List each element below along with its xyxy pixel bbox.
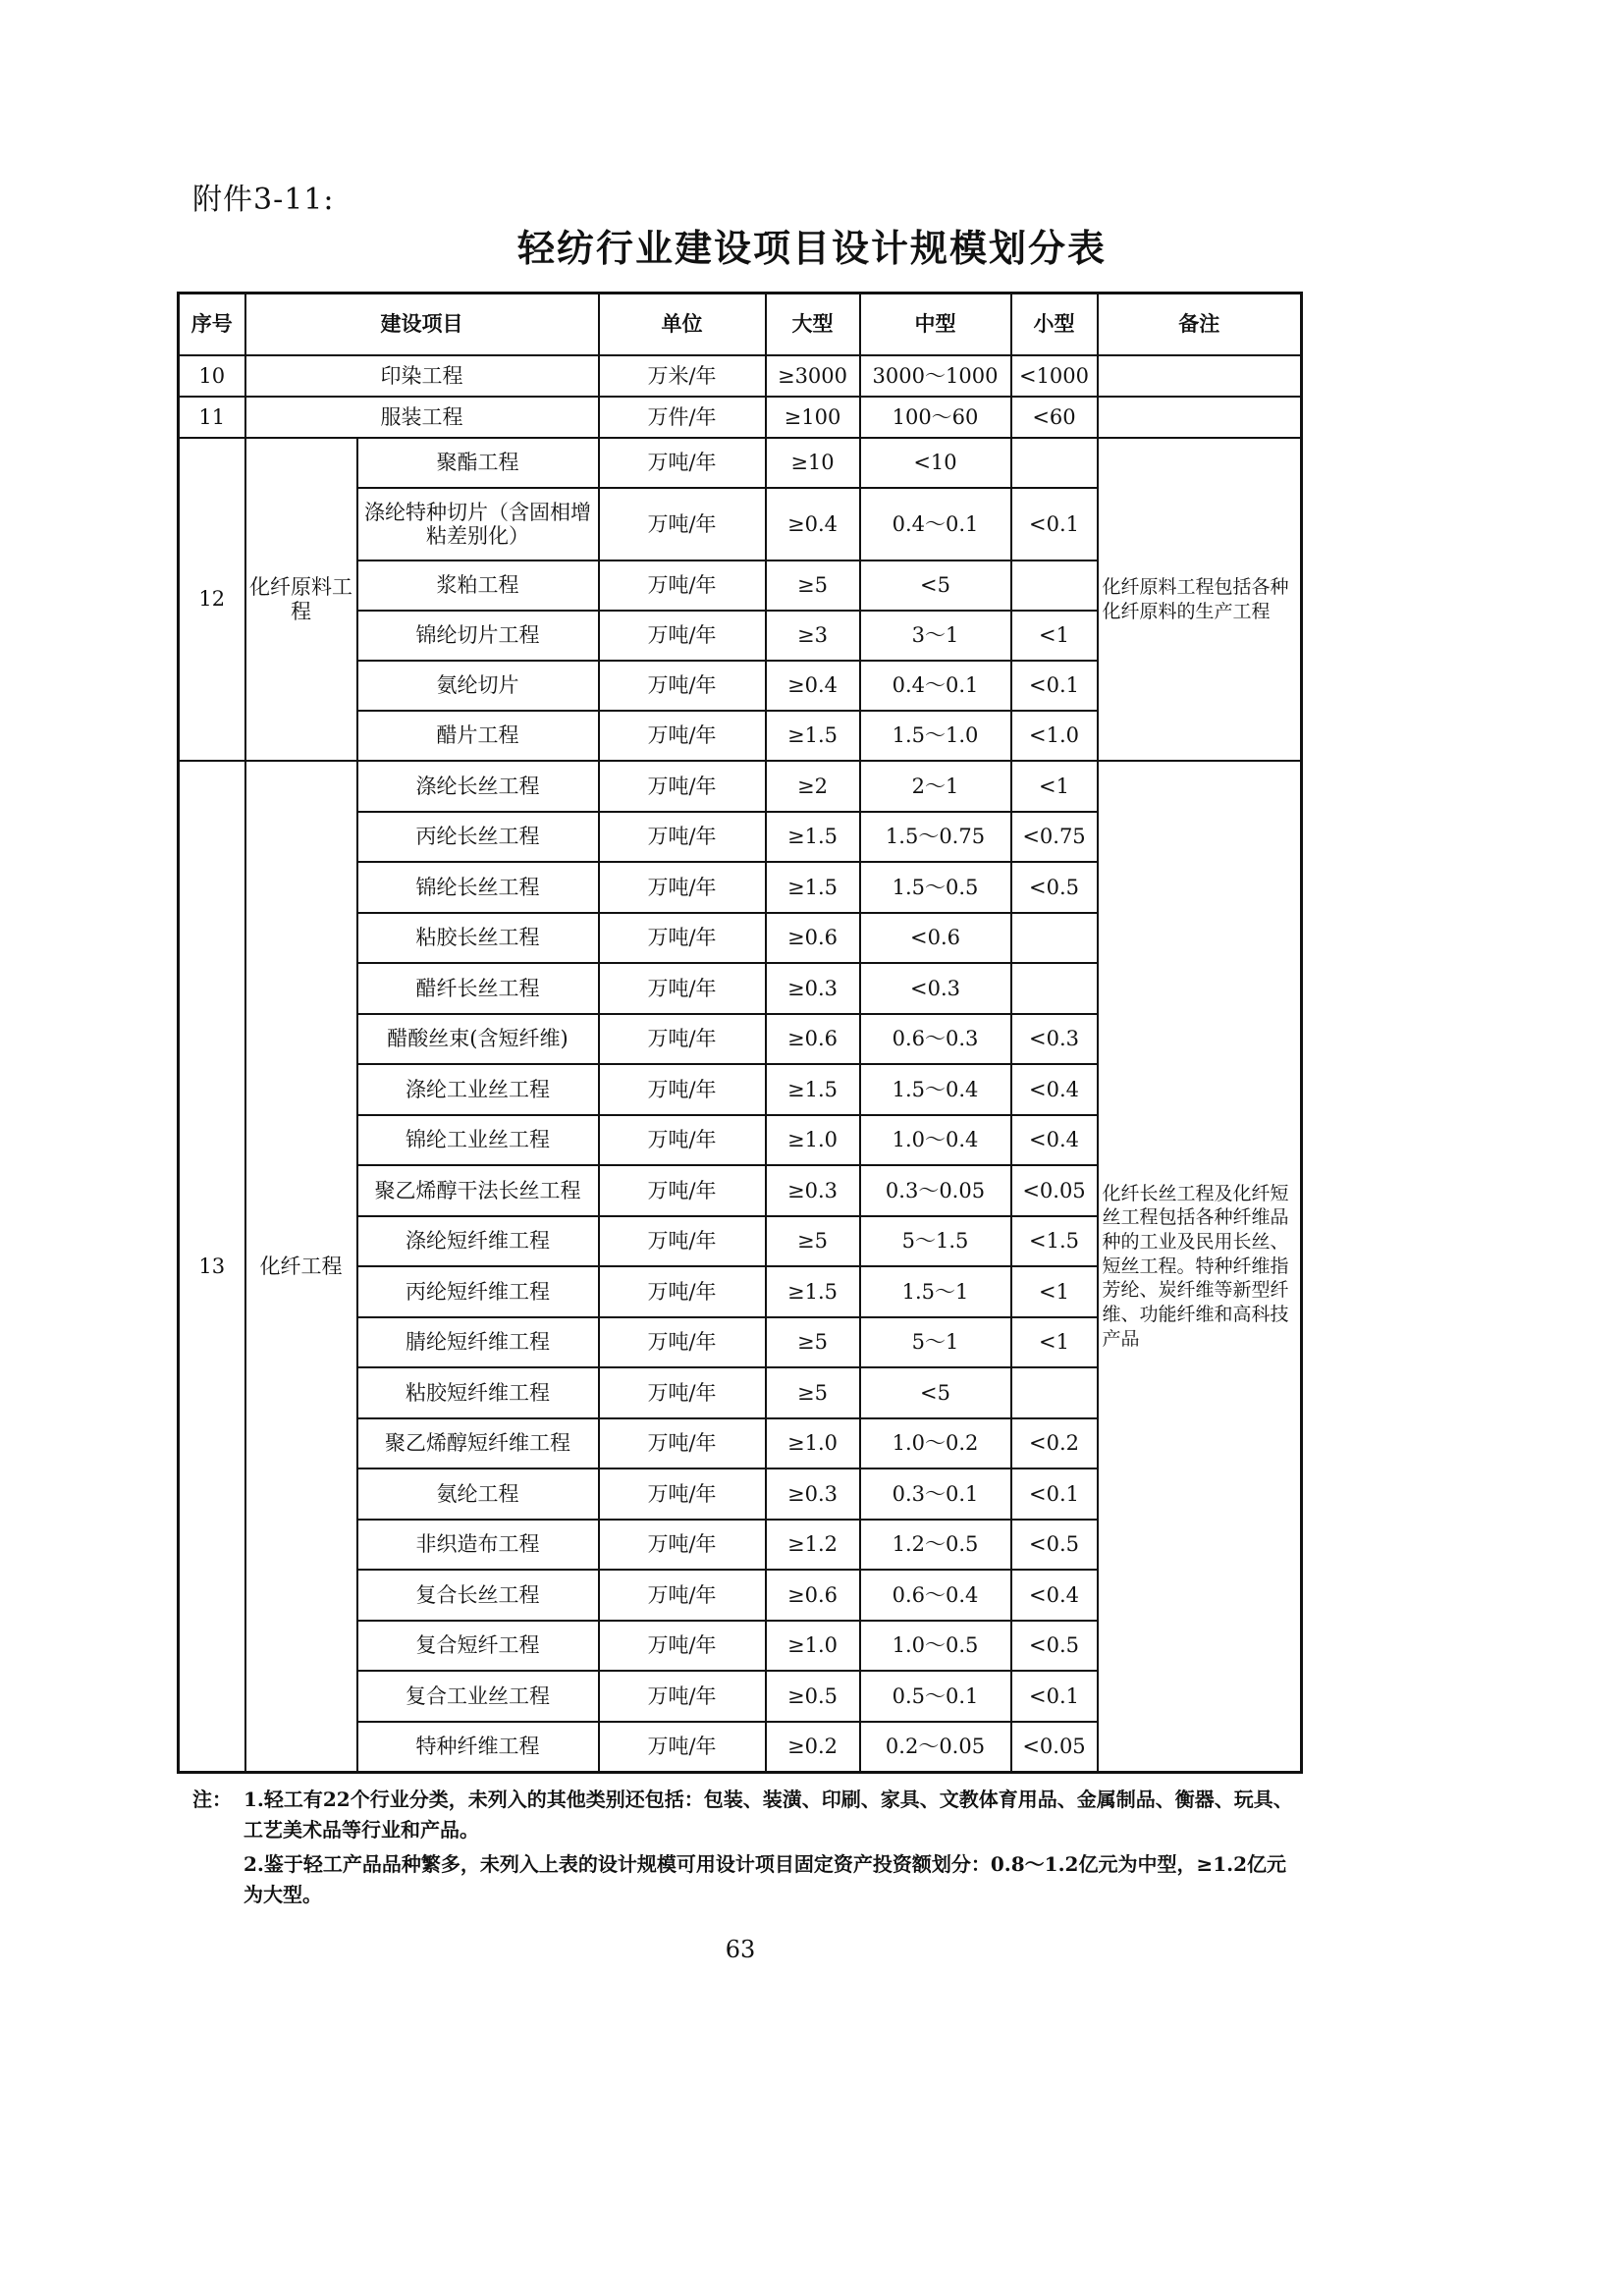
large-scale-cell: ≥0.4	[766, 488, 860, 561]
large-scale-cell: ≥0.3	[766, 963, 860, 1014]
small-scale-cell: <0.1	[1011, 661, 1098, 711]
medium-scale-cell: 3～1	[860, 611, 1011, 661]
small-scale-cell: <0.5	[1011, 862, 1098, 913]
large-scale-cell: ≥1.0	[766, 1418, 860, 1469]
table-row	[179, 761, 1302, 812]
project-name: 锦纶工业丝工程	[357, 1115, 599, 1166]
small-scale-cell: <0.5	[1011, 1520, 1098, 1571]
medium-scale-cell: 0.4～0.1	[860, 488, 1011, 561]
large-scale-cell: ≥1.5	[766, 812, 860, 863]
large-scale-cell: ≥0.6	[766, 1570, 860, 1621]
attachment-label: 附件3-11:	[192, 183, 335, 217]
row-index: 11	[179, 397, 245, 438]
row-index: 10	[179, 355, 245, 397]
unit-cell: 万吨/年	[599, 561, 766, 611]
medium-scale-cell: 2～1	[860, 761, 1011, 812]
large-scale-cell: ≥0.4	[766, 661, 860, 711]
small-scale-cell: <1.5	[1011, 1216, 1098, 1267]
unit-cell: 万吨/年	[599, 913, 766, 964]
medium-scale-cell: <0.3	[860, 963, 1011, 1014]
project-name: 氨纶工程	[357, 1468, 599, 1520]
small-scale-cell: <1000	[1011, 355, 1098, 397]
large-scale-cell: ≥5	[766, 1216, 860, 1267]
small-scale-cell: <1	[1011, 1266, 1098, 1317]
header-remark: 备注	[1098, 294, 1302, 356]
unit-cell: 万吨/年	[599, 1671, 766, 1722]
header-small: 小型	[1011, 294, 1098, 356]
project-name: 涤纶特种切片（含固相增粘差别化）	[357, 488, 599, 561]
project-name: 特种纤维工程	[357, 1722, 599, 1773]
category-name: 化纤原料工程	[245, 438, 357, 761]
medium-scale-cell: <5	[860, 1367, 1011, 1418]
project-name: 服装工程	[245, 397, 599, 438]
project-name: 粘胶长丝工程	[357, 913, 599, 964]
project-name: 锦纶长丝工程	[357, 862, 599, 913]
large-scale-cell: ≥2	[766, 761, 860, 812]
unit-cell: 万吨/年	[599, 611, 766, 661]
project-name: 涤纶短纤维工程	[357, 1216, 599, 1267]
medium-scale-cell: 1.5～0.5	[860, 862, 1011, 913]
unit-cell: 万吨/年	[599, 1216, 766, 1267]
large-scale-cell: ≥1.0	[766, 1621, 860, 1672]
small-scale-cell: <0.4	[1011, 1064, 1098, 1115]
large-scale-cell: ≥0.3	[766, 1165, 860, 1216]
medium-scale-cell: 1.5～0.75	[860, 812, 1011, 863]
large-scale-cell: ≥1.5	[766, 1266, 860, 1317]
medium-scale-cell: 1.0～0.4	[860, 1115, 1011, 1166]
unit-cell: 万吨/年	[599, 1570, 766, 1621]
medium-scale-cell: 100～60	[860, 397, 1011, 438]
table-row	[179, 355, 1302, 397]
medium-scale-cell: 0.3～0.1	[860, 1468, 1011, 1520]
remark-cell: 化纤原料工程包括各种化纤原料的生产工程	[1098, 438, 1302, 761]
project-name: 复合长丝工程	[357, 1570, 599, 1621]
unit-cell: 万吨/年	[599, 1520, 766, 1571]
small-scale-cell	[1011, 438, 1098, 488]
row-index: 13	[179, 761, 245, 1773]
unit-cell: 万吨/年	[599, 1317, 766, 1368]
group-13-body	[179, 761, 1302, 1773]
group-12-body	[179, 438, 1302, 761]
small-scale-cell: <0.2	[1011, 1418, 1098, 1469]
header-unit: 单位	[599, 294, 766, 356]
large-scale-cell: ≥100	[766, 397, 860, 438]
table-header-row	[179, 294, 1302, 356]
note-item	[192, 1785, 1302, 1845]
small-scale-cell: <0.1	[1011, 488, 1098, 561]
project-name: 涤纶长丝工程	[357, 761, 599, 812]
large-scale-cell: ≥10	[766, 438, 860, 488]
small-scale-cell: <0.5	[1011, 1621, 1098, 1672]
small-scale-cell	[1011, 913, 1098, 964]
large-scale-cell: ≥0.5	[766, 1671, 860, 1722]
medium-scale-cell: 1.5～0.4	[860, 1064, 1011, 1115]
large-scale-cell: ≥1.5	[766, 862, 860, 913]
small-scale-cell: <1	[1011, 1317, 1098, 1368]
medium-scale-cell: <5	[860, 561, 1011, 611]
unit-cell: 万件/年	[599, 397, 766, 438]
small-scale-cell	[1011, 561, 1098, 611]
large-scale-cell: ≥1.5	[766, 1064, 860, 1115]
large-scale-cell: ≥5	[766, 1367, 860, 1418]
medium-scale-cell: 1.5～1.0	[860, 711, 1011, 761]
medium-scale-cell: 3000～1000	[860, 355, 1011, 397]
project-name: 聚酯工程	[357, 438, 599, 488]
project-name: 印染工程	[245, 355, 599, 397]
unit-cell: 万吨/年	[599, 488, 766, 561]
unit-cell: 万吨/年	[599, 1367, 766, 1418]
small-scale-cell: <0.05	[1011, 1722, 1098, 1773]
project-name: 复合短纤工程	[357, 1621, 599, 1672]
large-scale-cell: ≥0.2	[766, 1722, 860, 1773]
medium-scale-cell: 0.6～0.4	[860, 1570, 1011, 1621]
large-scale-cell: ≥3	[766, 611, 860, 661]
note-item	[192, 1849, 1302, 1910]
remark-cell	[1098, 355, 1302, 397]
row-index: 12	[179, 438, 245, 761]
project-name: 醋酸丝束(含短纤维)	[357, 1014, 599, 1065]
project-name: 粘胶短纤维工程	[357, 1367, 599, 1418]
small-scale-cell: <0.05	[1011, 1165, 1098, 1216]
project-name: 聚乙烯醇干法长丝工程	[357, 1165, 599, 1216]
unit-cell: 万吨/年	[599, 1722, 766, 1773]
unit-cell: 万吨/年	[599, 438, 766, 488]
unit-cell: 万吨/年	[599, 1165, 766, 1216]
medium-scale-cell: 0.5～0.1	[860, 1671, 1011, 1722]
project-name: 丙纶长丝工程	[357, 812, 599, 863]
project-name: 非织造布工程	[357, 1520, 599, 1571]
large-scale-cell: ≥5	[766, 561, 860, 611]
unit-cell: 万吨/年	[599, 812, 766, 863]
unit-cell: 万吨/年	[599, 1621, 766, 1672]
small-scale-cell: <0.1	[1011, 1671, 1098, 1722]
medium-scale-cell: 1.2～0.5	[860, 1520, 1011, 1571]
medium-scale-cell: 0.3～0.05	[860, 1165, 1011, 1216]
medium-scale-cell: <10	[860, 438, 1011, 488]
unit-cell: 万吨/年	[599, 661, 766, 711]
small-scale-cell: <60	[1011, 397, 1098, 438]
small-scale-cell: <0.4	[1011, 1570, 1098, 1621]
project-name: 丙纶短纤维工程	[357, 1266, 599, 1317]
notes-section	[192, 1785, 1302, 1914]
project-name: 腈纶短纤维工程	[357, 1317, 599, 1368]
scale-table	[177, 292, 1303, 1774]
large-scale-cell: ≥3000	[766, 355, 860, 397]
remark-cell: 化纤长丝工程及化纤短丝工程包括各种纤维品种的工业及民用长丝、短丝工程。特种纤维指芳纶、炭纤维等新型纤维、功能纤维和高科技产品	[1098, 761, 1302, 1773]
note-text: 2.鉴于轻工产品品种繁多，未列入上表的设计规模可用设计项目固定资产投资额划分：0.8～1.2亿元为中型，≥1.2亿元为大型。	[244, 1852, 1287, 1906]
small-scale-cell: <0.3	[1011, 1014, 1098, 1065]
project-name: 锦纶切片工程	[357, 611, 599, 661]
project-name: 醋纤长丝工程	[357, 963, 599, 1014]
large-scale-cell: ≥0.6	[766, 1014, 860, 1065]
unit-cell: 万吨/年	[599, 1266, 766, 1317]
unit-cell: 万吨/年	[599, 1115, 766, 1166]
medium-scale-cell: 5～1.5	[860, 1216, 1011, 1267]
table-row	[179, 397, 1302, 438]
small-scale-cell	[1011, 963, 1098, 1014]
unit-cell: 万吨/年	[599, 1064, 766, 1115]
note-text: 1.轻工有22个行业分类，未列入的其他类别还包括：包装、装潢、印刷、家具、文教体育用品、金属制品、衡器、玩具、工艺美术品等行业和产品。	[244, 1788, 1293, 1842]
header-project: 建设项目	[245, 294, 599, 356]
table-row	[179, 438, 1302, 488]
unit-cell: 万吨/年	[599, 963, 766, 1014]
small-scale-cell: <1	[1011, 761, 1098, 812]
large-scale-cell: ≥1.0	[766, 1115, 860, 1166]
small-scale-cell: <0.75	[1011, 812, 1098, 863]
unit-cell: 万吨/年	[599, 1014, 766, 1065]
header-index: 序号	[179, 294, 245, 356]
medium-scale-cell: 5～1	[860, 1317, 1011, 1368]
unit-cell: 万吨/年	[599, 1468, 766, 1520]
project-name: 浆粕工程	[357, 561, 599, 611]
large-scale-cell: ≥1.2	[766, 1520, 860, 1571]
large-scale-cell: ≥1.5	[766, 711, 860, 761]
small-scale-cell: <1.0	[1011, 711, 1098, 761]
unit-cell: 万吨/年	[599, 761, 766, 812]
header-large: 大型	[766, 294, 860, 356]
medium-scale-cell: 1.0～0.2	[860, 1418, 1011, 1469]
page-number: 63	[725, 1936, 756, 1963]
medium-scale-cell: 0.2～0.05	[860, 1722, 1011, 1773]
small-scale-cell: <0.4	[1011, 1115, 1098, 1166]
unit-cell: 万吨/年	[599, 1418, 766, 1469]
unit-cell: 万米/年	[599, 355, 766, 397]
medium-scale-cell: 1.5～1	[860, 1266, 1011, 1317]
unit-cell: 万吨/年	[599, 862, 766, 913]
unit-cell: 万吨/年	[599, 711, 766, 761]
header-medium: 中型	[860, 294, 1011, 356]
project-name: 聚乙烯醇短纤维工程	[357, 1418, 599, 1469]
project-name: 复合工业丝工程	[357, 1671, 599, 1722]
medium-scale-cell: 0.6～0.3	[860, 1014, 1011, 1065]
large-scale-cell: ≥0.6	[766, 913, 860, 964]
project-name: 氨纶切片	[357, 661, 599, 711]
remark-cell	[1098, 397, 1302, 438]
category-name: 化纤工程	[245, 761, 357, 1773]
small-scale-cell: <1	[1011, 611, 1098, 661]
project-name: 醋片工程	[357, 711, 599, 761]
large-scale-cell: ≥0.3	[766, 1468, 860, 1520]
small-scale-cell	[1011, 1367, 1098, 1418]
small-scale-cell: <0.1	[1011, 1468, 1098, 1520]
medium-scale-cell: <0.6	[860, 913, 1011, 964]
large-scale-cell: ≥5	[766, 1317, 860, 1368]
project-name: 涤纶工业丝工程	[357, 1064, 599, 1115]
notes-label: 注：	[192, 1788, 232, 1811]
medium-scale-cell: 0.4～0.1	[860, 661, 1011, 711]
page-title: 轻纺行业建设项目设计规模划分表	[516, 227, 1107, 270]
medium-scale-cell: 1.0～0.5	[860, 1621, 1011, 1672]
